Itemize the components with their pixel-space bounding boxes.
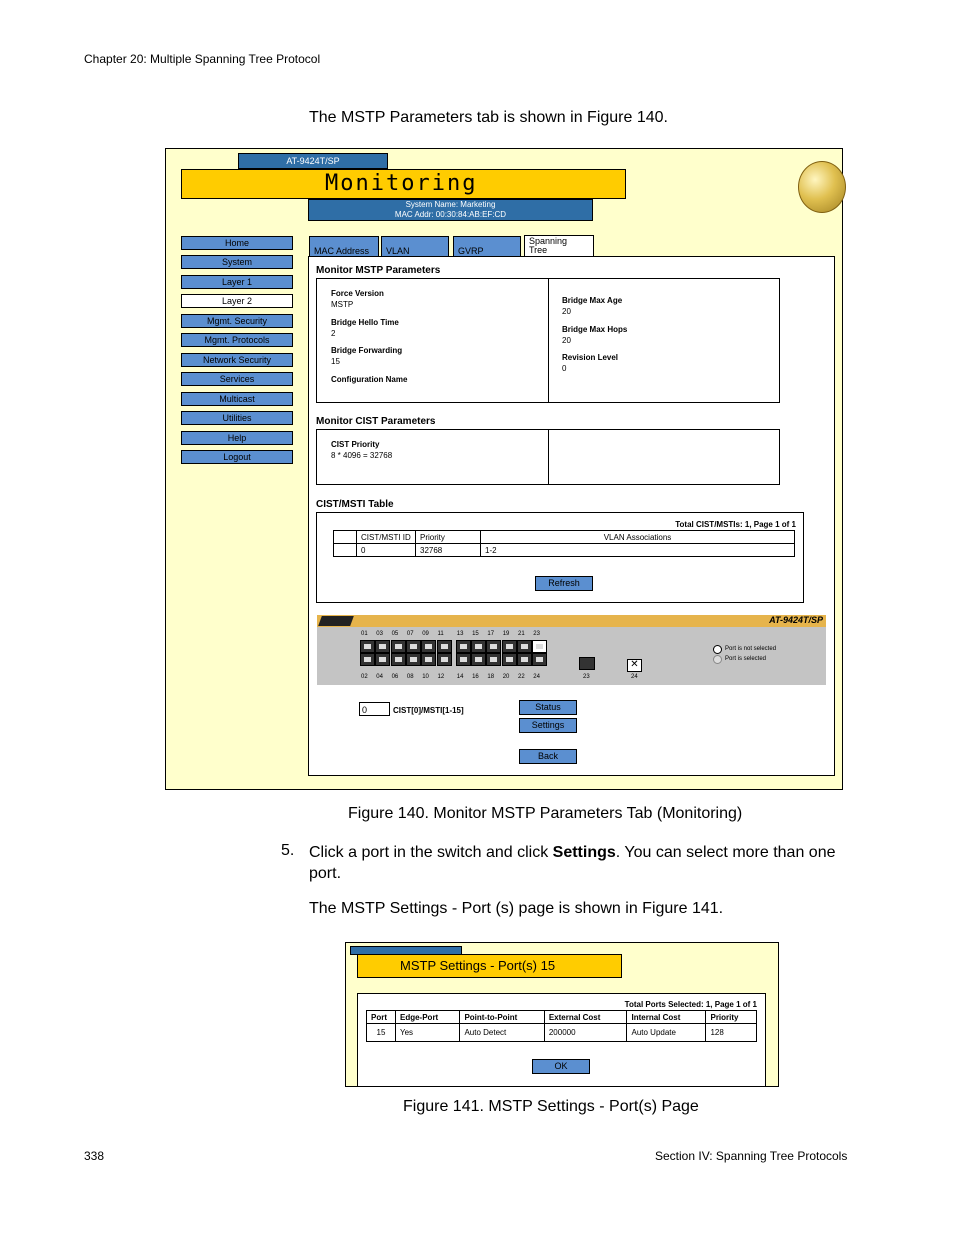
cist-priority-value: 8 * 4096 = 32768 <box>331 451 393 460</box>
instance-label: CIST[0]/MSTI[1-15] <box>393 706 464 715</box>
switch-port[interactable] <box>471 640 486 653</box>
max-age-label: Bridge Max Age <box>562 296 623 305</box>
switch-port[interactable] <box>456 653 471 666</box>
col-priority: Priority <box>416 531 481 544</box>
switch-port[interactable] <box>532 640 547 653</box>
cist-priority-label: CIST Priority <box>331 440 380 449</box>
col-port: Port <box>367 1011 396 1024</box>
legend-not-selected: Port is not selected <box>725 646 777 652</box>
table-row <box>367 1024 757 1042</box>
table-total: Total CIST/MSTIs: 1, Page 1 of 1 <box>675 520 796 529</box>
port-label-top: 11 <box>437 631 444 637</box>
port-label-top: 17 <box>487 631 495 637</box>
tab-spanning-tree-label: Spanning Tree <box>529 236 568 255</box>
row-external-cost: 200000 <box>544 1024 627 1042</box>
switch-port[interactable] <box>437 653 452 666</box>
col-edge-port: Edge-Port <box>396 1011 460 1024</box>
switch-port[interactable] <box>486 640 501 653</box>
switch-port[interactable] <box>391 640 406 653</box>
nav-services[interactable]: Services <box>181 372 293 386</box>
port-label-bottom: 08 <box>406 674 414 680</box>
chapter-header: Chapter 20: Multiple Spanning Tree Protocol <box>84 52 321 66</box>
system-info-box <box>308 199 593 221</box>
forwarding-value: 15 <box>331 357 340 366</box>
row-internal-cost: Auto Update <box>627 1024 706 1042</box>
figure-141 <box>345 942 779 1087</box>
port-label-top: 23 <box>533 631 540 637</box>
cist-msti-table-title: CIST/MSTI Table <box>316 499 394 510</box>
switch-port[interactable] <box>471 653 486 666</box>
globe-logo-icon <box>798 161 846 213</box>
mac-address: MAC Addr: 00:30:84:AB:EF:CD <box>394 210 507 219</box>
switch-port[interactable] <box>517 653 532 666</box>
port-label-top: 03 <box>376 631 383 637</box>
port-label-bottom: 12 <box>437 674 445 680</box>
tab-gvrp[interactable]: GVRP <box>453 236 521 256</box>
switch-port[interactable] <box>532 653 547 666</box>
step-text: Click a port in the switch and click Settings. You can select more than one port. <box>309 844 836 882</box>
switch-port[interactable] <box>391 653 406 666</box>
hello-time-label: Bridge Hello Time <box>331 318 399 327</box>
row-port: 15 <box>367 1024 396 1042</box>
monitoring-banner <box>181 169 626 199</box>
page-number: 338 <box>84 1149 105 1163</box>
step-number: 5. <box>281 842 295 859</box>
tab-vlan[interactable]: VLAN <box>381 236 449 256</box>
switch-port[interactable] <box>375 653 390 666</box>
port-label-bottom: 16 <box>472 674 479 680</box>
section-footer: Section IV: Spanning Tree Protocols <box>655 1149 848 1163</box>
system-name: System Name: Marketing <box>405 200 496 209</box>
figure-140 <box>165 148 843 790</box>
settings-button[interactable]: Settings <box>519 718 577 733</box>
forwarding-label: Bridge Forwarding <box>331 346 403 355</box>
switch-port[interactable] <box>360 640 375 653</box>
revision-value: 0 <box>562 364 567 373</box>
fig141-panel <box>357 993 766 1086</box>
nav-utilities[interactable]: Utilities <box>181 411 293 425</box>
force-version-label: Force Version <box>331 289 384 298</box>
nav-multicast[interactable]: Multicast <box>181 392 293 406</box>
switch-port[interactable] <box>375 640 390 653</box>
row-vlans: 1-2 <box>481 544 795 557</box>
port-label-bottom: 04 <box>376 674 383 680</box>
force-version-value: MSTP <box>331 300 354 309</box>
cist-params-box <box>316 429 780 485</box>
port-label-top: 15 <box>472 631 479 637</box>
banner-title: Monitoring <box>325 171 478 196</box>
port-label-top: 19 <box>502 631 510 637</box>
max-hops-value: 20 <box>562 336 571 345</box>
refresh-button[interactable]: Refresh <box>535 576 593 591</box>
nav-help[interactable]: Help <box>181 431 293 445</box>
step-followup: The MSTP Settings - Port (s) page is shown in Figure 141. <box>309 900 724 917</box>
switch-port[interactable] <box>406 653 421 666</box>
port-label-bottom: 02 <box>361 674 368 680</box>
tab-spanning-tree[interactable] <box>524 235 594 257</box>
fig141-banner <box>357 954 622 978</box>
instance-input[interactable]: 0 <box>359 702 390 716</box>
cist-msti-table <box>333 530 795 557</box>
mstp-params-box <box>316 278 780 403</box>
port-label-bottom: 24 <box>533 674 540 680</box>
legend-selected: Port is selected <box>725 656 767 662</box>
port-24-uplink[interactable]: ✕ <box>627 659 642 672</box>
col-external-cost: External Cost <box>544 1011 627 1024</box>
switch-port[interactable] <box>406 640 421 653</box>
uplink-24-label: 24 <box>631 674 638 680</box>
port-label-bottom: 14 <box>456 674 464 680</box>
nav-mgmt-protocols[interactable]: Mgmt. Protocols <box>181 333 293 347</box>
radio-selected-icon <box>713 655 722 664</box>
fig141-total: Total Ports Selected: 1, Page 1 of 1 <box>624 1000 757 1009</box>
switch-port[interactable] <box>517 640 532 653</box>
figure-141-caption: Figure 141. MSTP Settings - Port(s) Page <box>403 1098 699 1115</box>
nav-layer-1[interactable]: Layer 1 <box>181 275 293 289</box>
port-settings-table <box>366 1010 757 1042</box>
row-priority: 32768 <box>416 544 481 557</box>
port-label-top: 09 <box>422 631 429 637</box>
col-vlan-associations: VLAN Associations <box>481 531 795 544</box>
intro-text: The MSTP Parameters tab is shown in Figure 140. <box>309 109 668 126</box>
table-row <box>334 544 795 557</box>
switch-model: AT-9424T/SP <box>769 615 823 625</box>
switch-port[interactable] <box>360 653 375 666</box>
port-label-bottom: 18 <box>487 674 495 680</box>
nav-network-security[interactable]: Network Security <box>181 353 293 367</box>
switch-port[interactable] <box>502 653 517 666</box>
cist-section-title: Monitor CIST Parameters <box>316 416 436 427</box>
nav-home[interactable]: Home <box>181 236 293 250</box>
allied-telesis-logo-icon <box>318 616 354 626</box>
row-id: 0 <box>357 544 416 557</box>
row-point-to-point: Auto Detect <box>460 1024 544 1042</box>
switch-port[interactable] <box>421 640 436 653</box>
port-label-top: 13 <box>456 631 464 637</box>
nav-layer-2[interactable]: Layer 2 <box>181 294 293 308</box>
switch-port[interactable] <box>502 640 517 653</box>
uplink-23-label: 23 <box>583 674 590 680</box>
status-button[interactable]: Status <box>519 700 577 715</box>
mstp-section-title: Monitor MSTP Parameters <box>316 265 441 276</box>
config-name-label: Configuration Name <box>331 375 408 384</box>
cist-msti-table-box <box>316 512 804 603</box>
port-label-bottom: 20 <box>502 674 510 680</box>
port-23-uplink[interactable] <box>579 657 595 670</box>
col-cist-msti-id: CIST/MSTI ID <box>357 531 416 544</box>
port-label-bottom: 10 <box>422 674 429 680</box>
back-button[interactable]: Back <box>519 749 577 764</box>
col-priority: Priority <box>706 1011 757 1024</box>
switch-port[interactable] <box>437 640 452 653</box>
port-label-bottom: 06 <box>391 674 399 680</box>
switch-faceplate <box>317 615 826 685</box>
switch-port[interactable] <box>421 653 436 666</box>
max-age-value: 20 <box>562 307 571 316</box>
nav-system[interactable]: System <box>181 255 293 269</box>
col-point-to-point: Point-to-Point <box>460 1011 544 1024</box>
switch-port[interactable] <box>456 640 471 653</box>
port-label-top: 05 <box>391 631 399 637</box>
content-panel <box>308 256 835 776</box>
ok-button[interactable]: OK <box>532 1059 590 1074</box>
revision-label: Revision Level <box>562 353 619 362</box>
port-label-bottom: 22 <box>518 674 525 680</box>
port-label-top: 21 <box>518 631 525 637</box>
port-label-top: 01 <box>361 631 368 637</box>
fig141-banner-title: MSTP Settings - Port(s) 15 <box>400 958 556 973</box>
switch-port[interactable] <box>486 653 501 666</box>
col-internal-cost: Internal Cost <box>627 1011 706 1024</box>
max-hops-label: Bridge Max Hops <box>562 325 628 334</box>
figure-140-caption: Figure 140. Monitor MSTP Parameters Tab (Monitoring) <box>348 805 743 822</box>
model-tab: AT-9424T/SP <box>238 153 388 169</box>
radio-not-selected-icon <box>713 645 722 654</box>
row-priority: 128 <box>706 1024 757 1042</box>
tab-mac-address[interactable]: MAC Address <box>309 236 379 256</box>
nav-logout[interactable]: Logout <box>181 450 293 464</box>
hello-time-value: 2 <box>331 329 336 338</box>
nav-mgmt-security[interactable]: Mgmt. Security <box>181 314 293 328</box>
row-edge-port: Yes <box>396 1024 460 1042</box>
port-label-top: 07 <box>406 631 414 637</box>
